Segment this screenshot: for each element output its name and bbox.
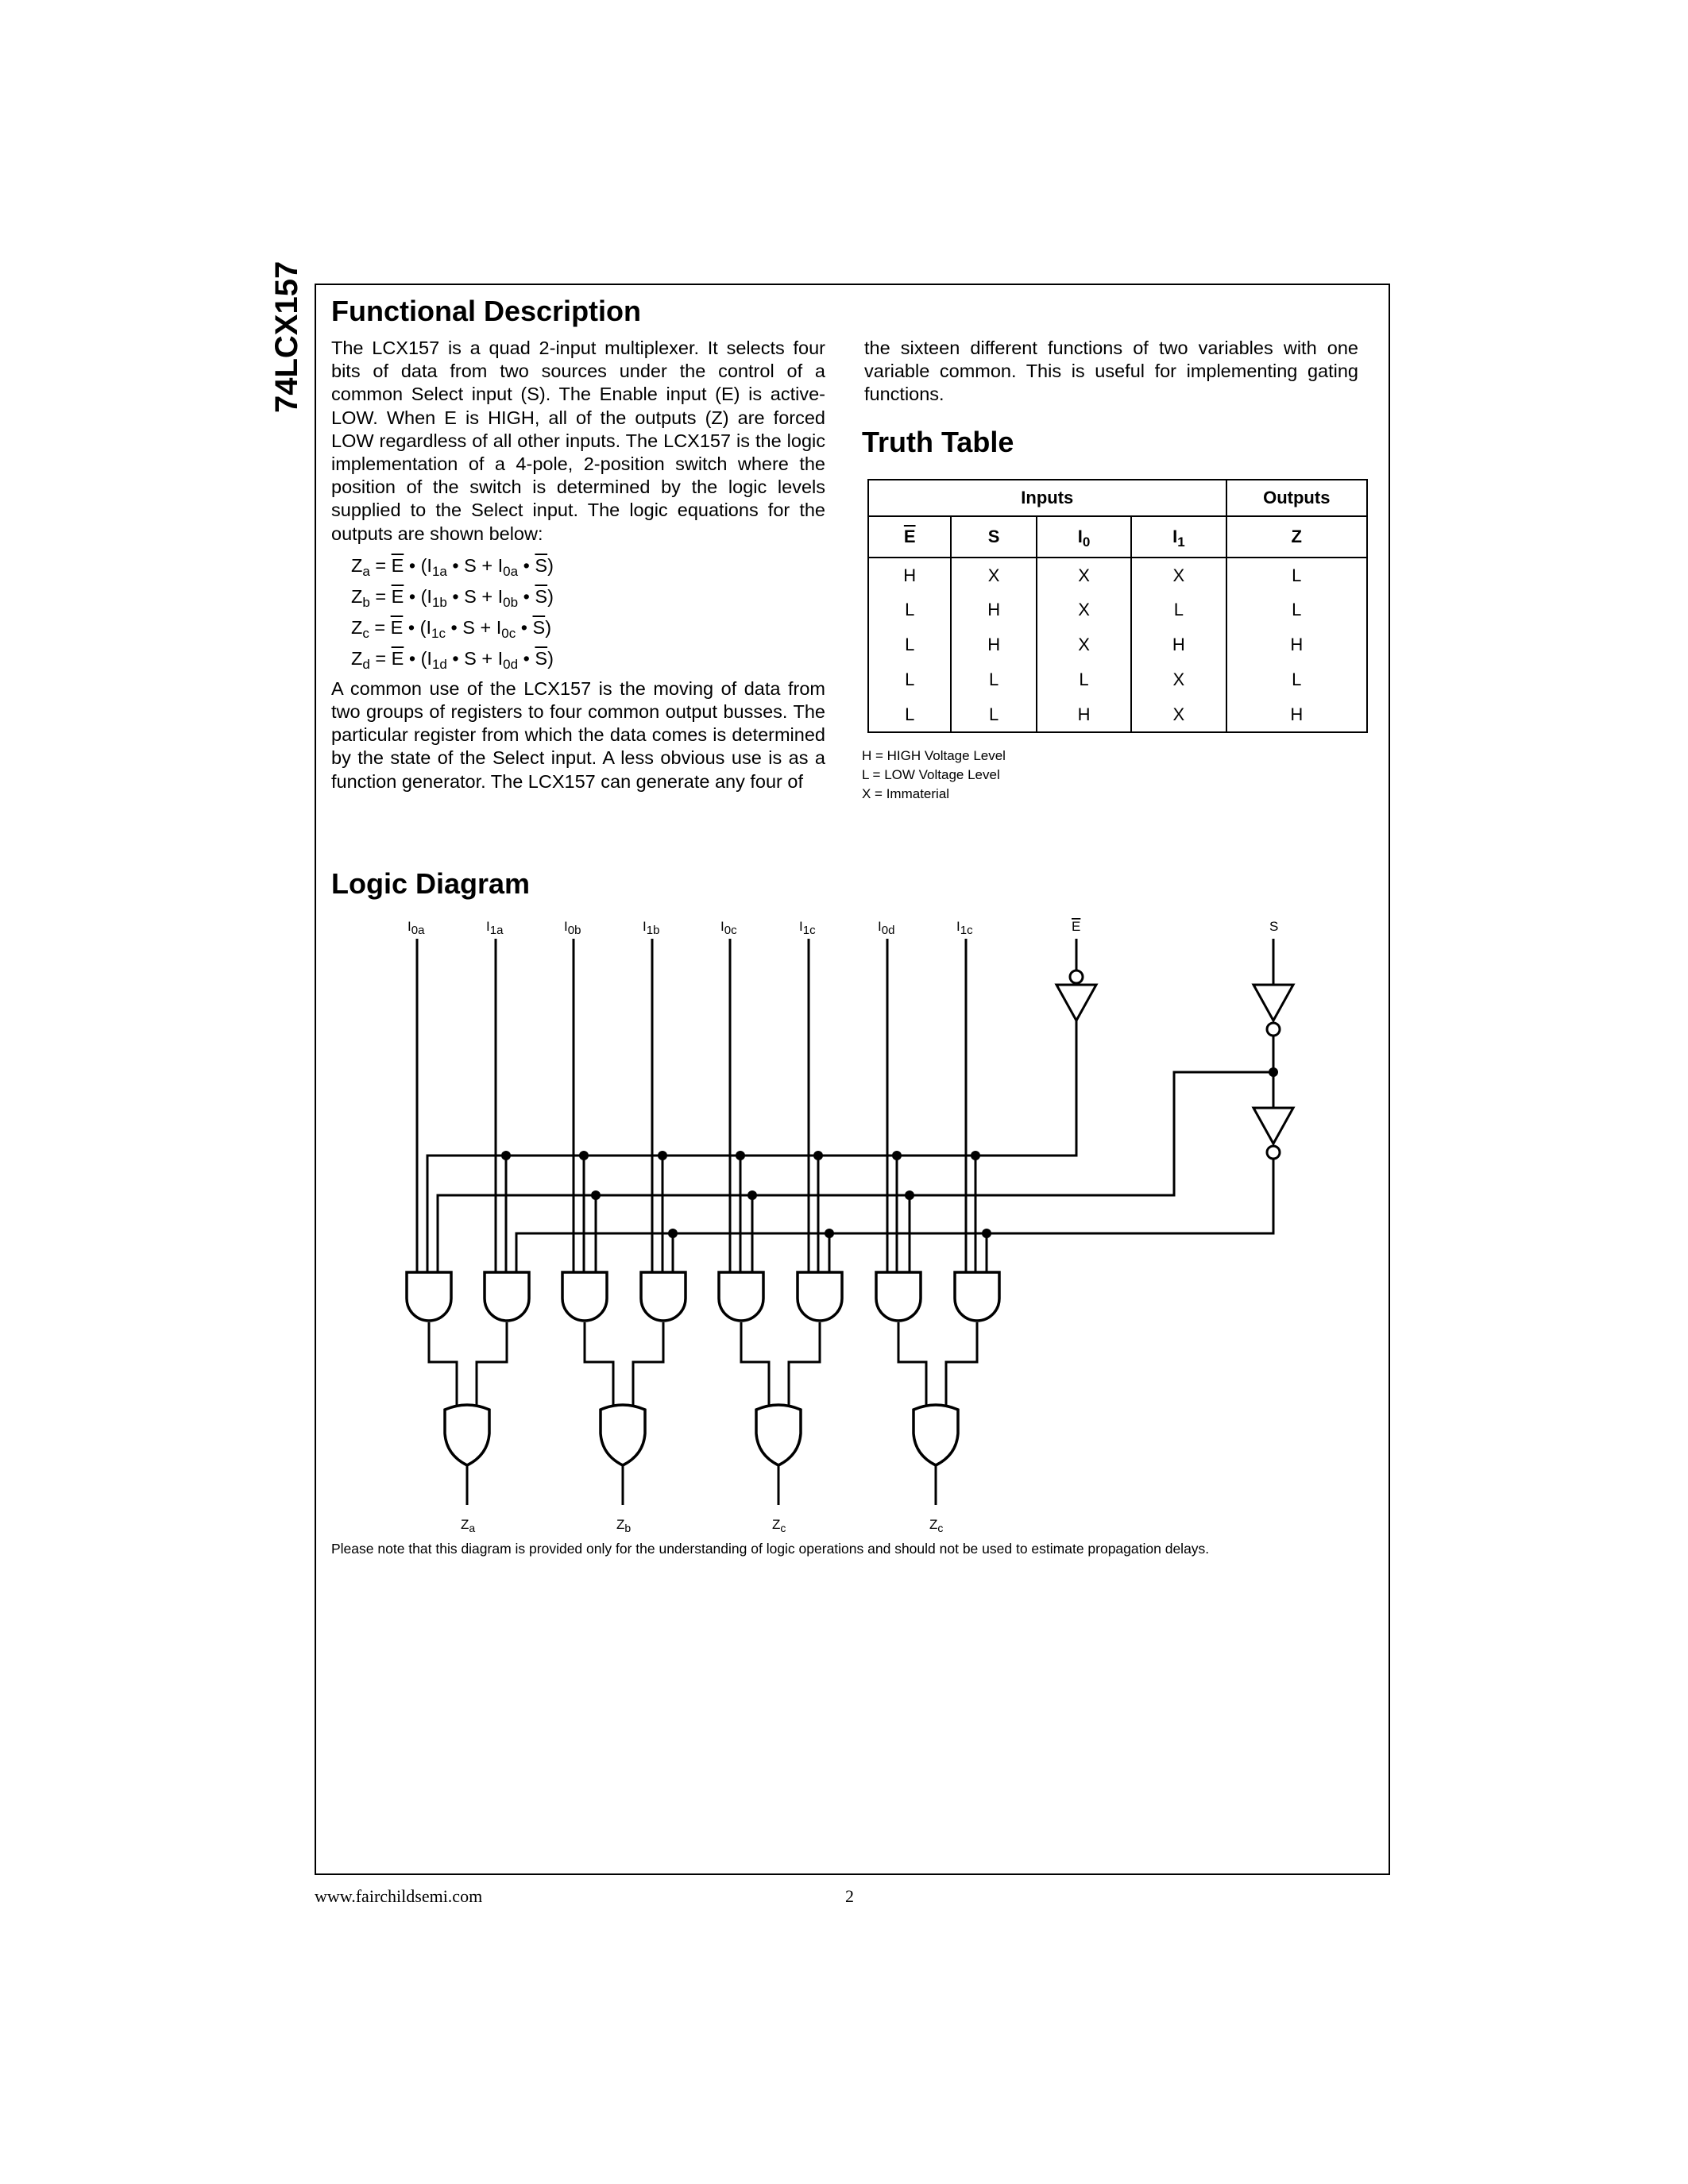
table-row: L L L X L <box>868 662 1367 697</box>
equation-row: $Z_c = \overline{E}$ • ($I_{1c}$ • $S + I_{0c}$ • $\overline{S}$) <box>351 616 552 641</box>
and-gates <box>407 1272 999 1321</box>
and-gate <box>798 1272 842 1321</box>
functional-para-1: The LCX157 is a quad 2-input multiplexer. It selects four bits of data from two sources under the control of a common Select input (S). The Enable input (E) is active-LOW. When E is HIGH, all of the outputs (Z) are forced LOW regardless of all other inputs. The LCX157 is the logic implementation of a 4-pole, 2-position switch where the position of the switch is determined by the logic levels supplied to the Select input. The logic equations for the outputs are shown below: <box>331 338 825 544</box>
output-label: $Z_a$ <box>461 1517 476 1534</box>
output-label: $Z_b$ <box>616 1517 632 1534</box>
enable-label: E <box>1072 919 1081 934</box>
and-gate <box>955 1272 999 1321</box>
and-gate <box>485 1272 529 1321</box>
column-header-e: $\overline{E}$ <box>868 516 951 558</box>
input-label: I1c <box>799 919 816 937</box>
output-label: $Z_c$ <box>929 1517 944 1534</box>
diagram-note: Please note that this diagram is provided only for the understanding of logic operations and should not be used to estimate propagation delays. <box>331 1541 1210 1557</box>
equation-row: $Z_b = \overline{E}$ • ($I_{1b}$ • $S + I_{0b}$ • $\overline{S}$) <box>351 585 554 610</box>
truth-table-heading: Truth Table <box>862 426 1014 458</box>
input-label: I1a <box>486 919 504 937</box>
or-gate <box>914 1405 958 1465</box>
equation-row: $Z_a = \overline{E}$ • ($I_{1a}$ • $S + I_{0a}$ • $\overline{S}$) <box>351 554 554 579</box>
functional-para-2: A common use of the LCX157 is the moving of data from two groups of registers to four common output busses. The particular register from which the data comes is determined by the state of the Select input. A less obvious use is as a function generator. The LCX157 can generate any four of <box>331 677 825 792</box>
output-label: $Z_c$ <box>772 1517 786 1534</box>
or-gate <box>601 1405 645 1465</box>
input-labels <box>408 919 1278 937</box>
column-header-i0: $I_0$ <box>1037 516 1131 558</box>
input-label: I1b <box>643 919 660 937</box>
and-gate <box>719 1272 763 1321</box>
footer-url[interactable]: www.fairchildsemi.com <box>315 1886 483 1906</box>
logic-wires <box>417 939 1293 1505</box>
output-labels <box>461 1517 943 1534</box>
input-label: I0a <box>408 919 425 937</box>
column-header-i1: $I_1$ <box>1131 516 1226 558</box>
select-label: S <box>1269 919 1279 934</box>
functional-para-3: the sixteen different functions of two variables with one variable common. This is useful for implementing gating functions. <box>864 338 1358 405</box>
or-gates <box>445 1405 958 1465</box>
side-title: 74LCX157 <box>269 260 304 413</box>
table-row: L H X L L <box>868 592 1367 627</box>
column-header-s: S <box>951 516 1036 558</box>
or-gate <box>445 1405 489 1465</box>
and-gate <box>562 1272 607 1321</box>
functional-description-heading: Functional Description <box>331 295 642 327</box>
and-gate <box>407 1272 451 1321</box>
truth-table-legend: H = HIGH Voltage Level L = LOW Voltage Level X = Immaterial <box>862 748 1006 801</box>
or-gate <box>756 1405 801 1465</box>
and-gate <box>876 1272 921 1321</box>
equation-row: $Z_d = \overline{E}$ • ($I_{1d}$ • $S + I_{0d}$ • $\overline{S}$) <box>351 647 554 672</box>
input-label: I0d <box>878 919 895 937</box>
table-row: H X X X L <box>868 558 1367 592</box>
table-row: L L H X H <box>868 697 1367 732</box>
outputs-group-header: Outputs <box>1226 480 1367 516</box>
logic-diagram-heading: Logic Diagram <box>331 867 531 900</box>
inputs-group-header: Inputs <box>868 480 1226 516</box>
table-row: L H X H H <box>868 627 1367 662</box>
input-label: I0b <box>564 919 581 937</box>
and-gate <box>641 1272 686 1321</box>
input-label: I0c <box>720 919 737 937</box>
page-number: 2 <box>845 1886 854 1906</box>
input-label: I1c <box>956 919 973 937</box>
column-header-z: Z <box>1226 516 1367 558</box>
junction-dots <box>501 1067 1278 1238</box>
